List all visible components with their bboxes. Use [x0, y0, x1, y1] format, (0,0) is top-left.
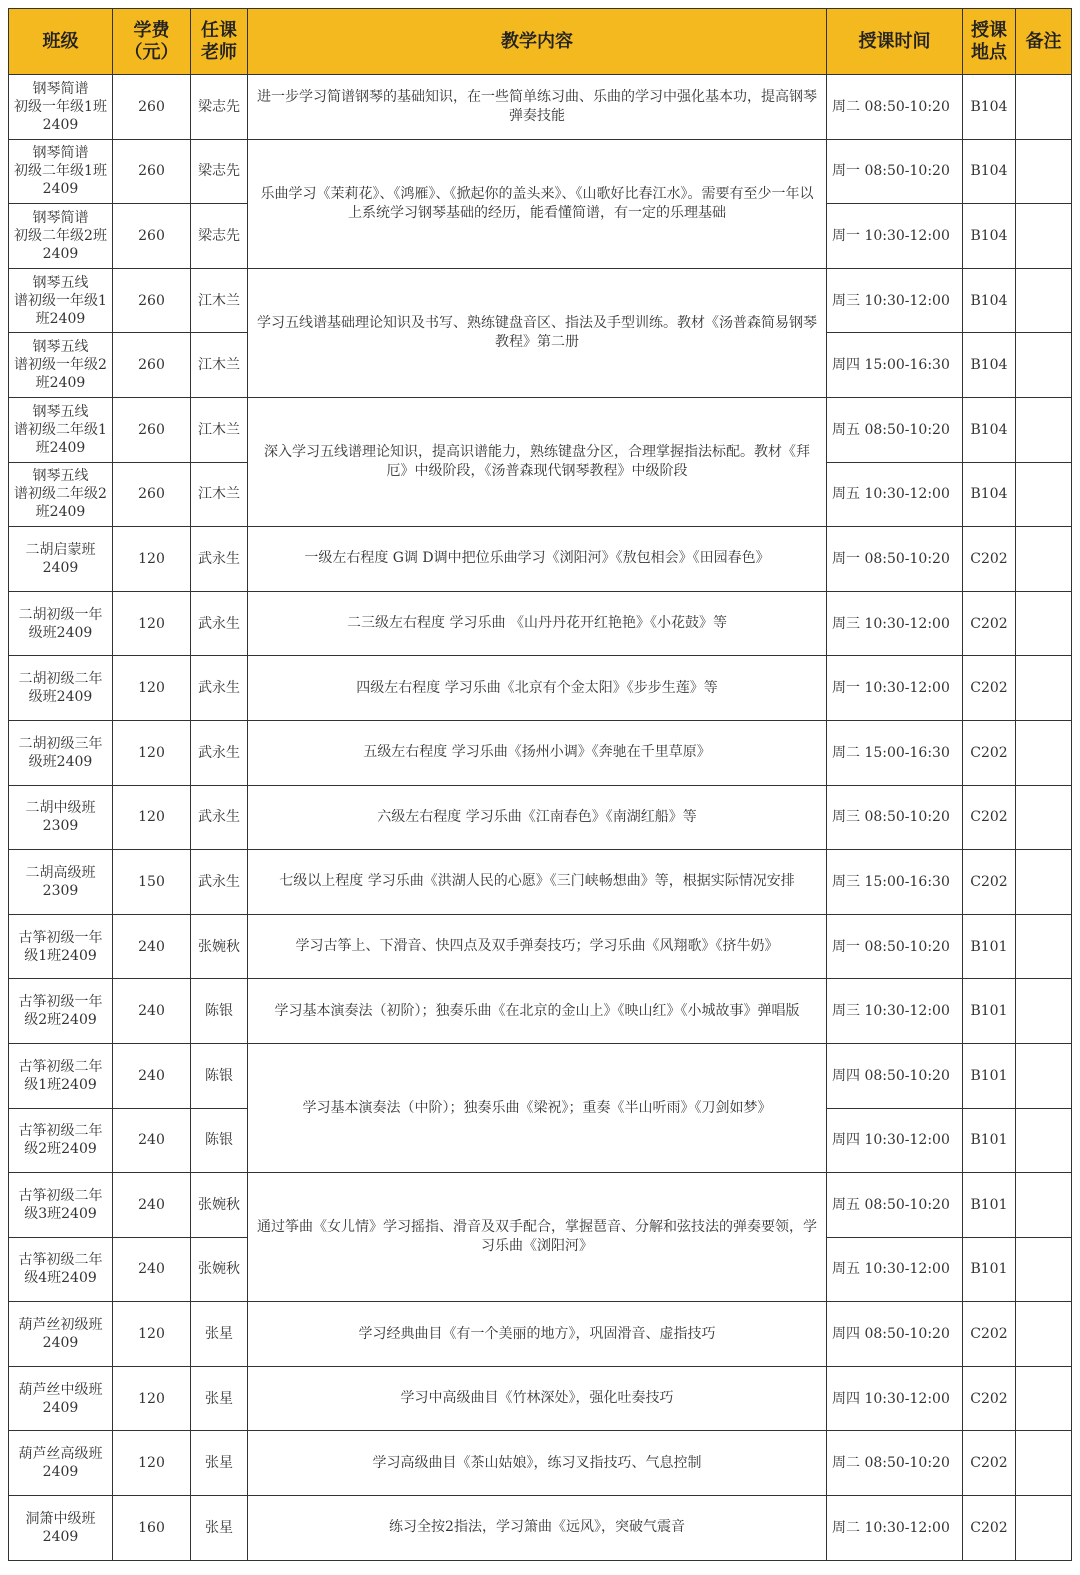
room-cell: B101: [963, 1108, 1016, 1173]
note-cell: [1016, 1496, 1072, 1561]
note-cell: [1016, 462, 1072, 527]
table-body: [9, 75, 1072, 1561]
header-room-line: 地点: [971, 41, 1007, 63]
fee-cell: 240: [113, 1108, 191, 1173]
class-name-line: 二胡初级一年: [18, 606, 103, 623]
class-name-line: 钢琴简谱: [32, 80, 89, 97]
fee-cell: 260: [113, 204, 191, 269]
fee-cell: 260: [113, 139, 191, 204]
note-cell: [1016, 75, 1072, 140]
header-row: [9, 9, 1072, 75]
class-name-line: 洞箫中级班: [25, 1510, 96, 1527]
fee-cell: 120: [113, 591, 191, 656]
time-cell: 周一 08:50-10:20: [827, 139, 963, 204]
header-note: 备注: [1016, 9, 1072, 75]
table-row: [9, 1043, 1072, 1108]
header-class: 班级: [9, 9, 113, 75]
class-name-line: 古筝初级一年: [18, 929, 103, 946]
time-cell: 周五 10:30-12:00: [827, 1237, 963, 1302]
time-cell: 周五 08:50-10:20: [827, 397, 963, 462]
class-name-line: 古筝初级二年: [18, 1123, 103, 1140]
header-teacher-line: 任课: [201, 19, 237, 41]
note-cell: [1016, 1237, 1072, 1302]
note-cell: [1016, 720, 1072, 785]
table-row: [9, 720, 1072, 785]
class-name-line: 级班2409: [28, 753, 93, 770]
class-name-line: 2409: [42, 1399, 79, 1416]
fee-cell: 260: [113, 397, 191, 462]
class-name-cell: [9, 720, 113, 785]
fee-cell: 240: [113, 979, 191, 1044]
time-cell: 周二 08:50-10:20: [827, 75, 963, 140]
room-cell: C202: [963, 1431, 1016, 1496]
fee-cell: 120: [113, 785, 191, 850]
class-name-line: 级班2409: [28, 624, 93, 641]
class-name-line: 谱初级一年级1: [14, 292, 107, 309]
class-name-cell: [9, 914, 113, 979]
time-cell: 周五 10:30-12:00: [827, 462, 963, 527]
fee-cell: 150: [113, 850, 191, 915]
class-name-cell: [9, 397, 113, 462]
room-cell: C202: [963, 720, 1016, 785]
table-row: [9, 268, 1072, 333]
class-name-line: 班2409: [35, 375, 86, 392]
room-cell: C202: [963, 785, 1016, 850]
table-row: [9, 1173, 1072, 1238]
teacher-cell: 武永生: [191, 785, 248, 850]
teacher-cell: 张星: [191, 1302, 248, 1367]
time-cell: 周一 08:50-10:20: [827, 914, 963, 979]
room-cell: B101: [963, 914, 1016, 979]
class-name-line: 2309: [42, 818, 79, 835]
class-name-line: 班2409: [35, 504, 86, 521]
fee-cell: 260: [113, 462, 191, 527]
class-name-line: 级班2409: [28, 689, 93, 706]
time-cell: 周二 10:30-12:00: [827, 1496, 963, 1561]
class-name-line: 谱初级二年级2: [14, 486, 107, 503]
content-cell: 练习全按2指法，学习箫曲《远风》，突破气震音: [248, 1496, 827, 1561]
time-cell: 周三 15:00-16:30: [827, 850, 963, 915]
teacher-cell: 张星: [191, 1431, 248, 1496]
table-row: [9, 1366, 1072, 1431]
teacher-cell: 张星: [191, 1366, 248, 1431]
class-name-line: 班2409: [35, 310, 86, 327]
content-cell: 六级左右程度 学习乐曲《江南春色》《南湖红船》等: [248, 785, 827, 850]
class-name-line: 葫芦丝高级班: [18, 1446, 103, 1463]
room-cell: C202: [963, 1496, 1016, 1561]
class-name-line: 古筝初级二年: [18, 1252, 103, 1269]
class-name-cell: [9, 785, 113, 850]
fee-cell: 240: [113, 1173, 191, 1238]
teacher-cell: 梁志先: [191, 204, 248, 269]
class-name-cell: [9, 1173, 113, 1238]
note-cell: [1016, 1431, 1072, 1496]
content-cell: 通过筝曲《女儿情》学习摇指、滑音及双手配合，掌握琶音、分解和弦技法的弹奏要领，学习乐曲《浏阳河》: [248, 1173, 827, 1302]
content-cell: 学习五线谱基础理论知识及书写、熟练键盘音区、指法及手型训练。教材《汤普森简易钢琴教程》第二册: [248, 268, 827, 397]
class-name-line: 级3班2409: [24, 1205, 97, 1222]
room-cell: C202: [963, 656, 1016, 721]
content-cell: 深入学习五线谱理论知识，提高识谱能力，熟练键盘分区，合理掌握指法标配。教材《拜厄》中级阶段，《汤普森现代钢琴教程》中级阶段: [248, 397, 827, 526]
class-name-line: 初级二年级1班: [14, 163, 107, 180]
table-row: [9, 850, 1072, 915]
content-cell: 进一步学习简谱钢琴的基础知识，在一些简单练习曲、乐曲的学习中强化基本功，提高钢琴弹奏技能: [248, 75, 827, 140]
room-cell: B104: [963, 75, 1016, 140]
class-name-cell: [9, 656, 113, 721]
time-cell: 周一 10:30-12:00: [827, 656, 963, 721]
class-name-cell: [9, 139, 113, 204]
teacher-cell: 陈银: [191, 979, 248, 1044]
class-name-line: 级1班2409: [24, 1076, 97, 1093]
teacher-cell: 张婉秋: [191, 1173, 248, 1238]
class-name-cell: [9, 1431, 113, 1496]
class-name-cell: [9, 591, 113, 656]
class-name-line: 二胡启蒙班: [25, 541, 96, 558]
class-name-line: 二胡高级班: [25, 864, 96, 881]
note-cell: [1016, 850, 1072, 915]
content-cell: 二三级左右程度 学习乐曲 《山丹丹花开红艳艳》《小花鼓》等: [248, 591, 827, 656]
class-name-cell: [9, 1366, 113, 1431]
room-cell: B104: [963, 204, 1016, 269]
time-cell: 周二 08:50-10:20: [827, 1431, 963, 1496]
content-cell: 学习古筝上、下滑音、快四点及双手弹奏技巧；学习乐曲《风翔歌》《挤牛奶》: [248, 914, 827, 979]
class-name-line: 级1班2409: [24, 947, 97, 964]
class-name-line: 级4班2409: [24, 1270, 97, 1287]
content-cell: 七级以上程度 学习乐曲《洪湖人民的心愿》《三门峡畅想曲》等，根据实际情况安排: [248, 850, 827, 915]
table-row: [9, 785, 1072, 850]
time-cell: 周四 08:50-10:20: [827, 1043, 963, 1108]
content-cell: 学习中高级曲目《竹林深处》，强化吐奏技巧: [248, 1366, 827, 1431]
course-table: [8, 8, 1072, 1561]
class-name-line: 2309: [42, 882, 79, 899]
class-name-line: 2409: [42, 1335, 79, 1352]
table-row: [9, 1302, 1072, 1367]
room-cell: C202: [963, 527, 1016, 592]
class-name-line: 初级二年级2班: [14, 227, 107, 244]
note-cell: [1016, 1366, 1072, 1431]
teacher-cell: 武永生: [191, 527, 248, 592]
room-cell: C202: [963, 1366, 1016, 1431]
class-name-line: 2409: [42, 181, 79, 198]
class-name-line: 钢琴简谱: [32, 145, 89, 162]
header-fee-unit: （元）: [124, 41, 179, 63]
class-name-line: 谱初级二年级1: [14, 421, 107, 438]
note-cell: [1016, 979, 1072, 1044]
room-cell: B101: [963, 1237, 1016, 1302]
header-content: 教学内容: [248, 9, 827, 75]
fee-cell: 260: [113, 75, 191, 140]
header-teacher-line: 老师: [201, 41, 237, 63]
content-cell: 五级左右程度 学习乐曲《扬州小调》《奔驰在千里草原》: [248, 720, 827, 785]
fee-cell: 260: [113, 268, 191, 333]
teacher-cell: 江木兰: [191, 462, 248, 527]
class-name-cell: [9, 850, 113, 915]
time-cell: 周一 10:30-12:00: [827, 204, 963, 269]
table-row: [9, 527, 1072, 592]
content-cell: 乐曲学习《茉莉花》、《鸿雁》、《掀起你的盖头来》、《山歌好比春江水》。需要有至少一年以上系统学习钢琴基础的经历，能看懂简谱，有一定的乐理基础: [248, 139, 827, 268]
header-room-line: 授课: [971, 19, 1007, 41]
note-cell: [1016, 204, 1072, 269]
class-name-line: 古筝初级二年: [18, 1187, 103, 1204]
table-row: [9, 75, 1072, 140]
fee-cell: 240: [113, 1237, 191, 1302]
table-row: [9, 1496, 1072, 1561]
teacher-cell: 张婉秋: [191, 1237, 248, 1302]
class-name-cell: [9, 1108, 113, 1173]
time-cell: 周四 08:50-10:20: [827, 1302, 963, 1367]
table-row: [9, 1431, 1072, 1496]
class-name-line: 葫芦丝初级班: [18, 1317, 103, 1334]
teacher-cell: 陈银: [191, 1108, 248, 1173]
class-name-cell: [9, 462, 113, 527]
time-cell: 周三 10:30-12:00: [827, 979, 963, 1044]
room-cell: C202: [963, 591, 1016, 656]
class-name-line: 钢琴简谱: [32, 209, 89, 226]
fee-cell: 240: [113, 1043, 191, 1108]
class-name-cell: [9, 268, 113, 333]
table-row: [9, 397, 1072, 462]
time-cell: 周四 10:30-12:00: [827, 1366, 963, 1431]
fee-cell: 120: [113, 1366, 191, 1431]
class-name-line: 古筝初级二年: [18, 1058, 103, 1075]
note-cell: [1016, 591, 1072, 656]
time-cell: 周四 10:30-12:00: [827, 1108, 963, 1173]
teacher-cell: 梁志先: [191, 75, 248, 140]
header-fee: [113, 9, 191, 75]
class-name-line: 钢琴五线: [32, 468, 89, 485]
table-row: [9, 979, 1072, 1044]
note-cell: [1016, 333, 1072, 398]
time-cell: 周二 15:00-16:30: [827, 720, 963, 785]
class-name-line: 2409: [42, 116, 79, 133]
class-name-line: 钢琴五线: [32, 339, 89, 356]
class-name-line: 初级一年级1班: [14, 98, 107, 115]
room-cell: B104: [963, 268, 1016, 333]
content-cell: 四级左右程度 学习乐曲《北京有个金太阳》《步步生莲》等: [248, 656, 827, 721]
class-name-line: 2409: [42, 245, 79, 262]
fee-cell: 260: [113, 333, 191, 398]
table-header: [9, 9, 1072, 75]
header-teacher: [191, 9, 248, 75]
header-time: 授课时间: [827, 9, 963, 75]
note-cell: [1016, 785, 1072, 850]
table-row: [9, 591, 1072, 656]
class-name-cell: [9, 1302, 113, 1367]
note-cell: [1016, 268, 1072, 333]
room-cell: B101: [963, 1173, 1016, 1238]
class-name-line: 古筝初级一年: [18, 994, 103, 1011]
note-cell: [1016, 1108, 1072, 1173]
class-name-line: 2409: [42, 1528, 79, 1545]
room-cell: C202: [963, 850, 1016, 915]
room-cell: B101: [963, 1043, 1016, 1108]
content-cell: 学习高级曲目《茶山姑娘》，练习叉指技巧、气息控制: [248, 1431, 827, 1496]
teacher-cell: 张星: [191, 1496, 248, 1561]
class-name-cell: [9, 1496, 113, 1561]
note-cell: [1016, 1173, 1072, 1238]
teacher-cell: 武永生: [191, 850, 248, 915]
room-cell: C202: [963, 1302, 1016, 1367]
note-cell: [1016, 656, 1072, 721]
room-cell: B104: [963, 139, 1016, 204]
class-name-cell: [9, 75, 113, 140]
class-name-cell: [9, 1237, 113, 1302]
class-name-line: 二胡初级三年: [18, 735, 103, 752]
time-cell: 周三 10:30-12:00: [827, 268, 963, 333]
teacher-cell: 江木兰: [191, 333, 248, 398]
time-cell: 周五 08:50-10:20: [827, 1173, 963, 1238]
table-row: [9, 656, 1072, 721]
room-cell: B104: [963, 333, 1016, 398]
class-name-cell: [9, 979, 113, 1044]
header-fee-line: 学费: [133, 19, 170, 41]
header-room: [963, 9, 1016, 75]
room-cell: B104: [963, 462, 1016, 527]
note-cell: [1016, 1302, 1072, 1367]
note-cell: [1016, 1043, 1072, 1108]
class-name-cell: [9, 527, 113, 592]
content-cell: 学习经典曲目《有一个美丽的地方》，巩固滑音、虚指技巧: [248, 1302, 827, 1367]
class-name-cell: [9, 1043, 113, 1108]
fee-cell: 240: [113, 914, 191, 979]
teacher-cell: 武永生: [191, 656, 248, 721]
time-cell: 周四 15:00-16:30: [827, 333, 963, 398]
room-cell: B101: [963, 979, 1016, 1044]
fee-cell: 120: [113, 720, 191, 785]
time-cell: 周三 10:30-12:00: [827, 591, 963, 656]
class-name-line: 级2班2409: [24, 1141, 97, 1158]
content-cell: 学习基本演奏法（初阶）；独奏乐曲《在北京的金山上》《映山红》《小城故事》弹唱版: [248, 979, 827, 1044]
note-cell: [1016, 527, 1072, 592]
time-cell: 周三 08:50-10:20: [827, 785, 963, 850]
note-cell: [1016, 914, 1072, 979]
teacher-cell: 武永生: [191, 591, 248, 656]
table-row: [9, 139, 1072, 204]
class-name-line: 钢琴五线: [32, 274, 89, 291]
teacher-cell: 江木兰: [191, 397, 248, 462]
class-name-cell: [9, 333, 113, 398]
class-name-line: 2409: [42, 1464, 79, 1481]
content-cell: 学习基本演奏法（中阶）；独奏乐曲《梁祝》；重奏《半山听雨》《刀剑如梦》: [248, 1043, 827, 1172]
class-name-line: 班2409: [35, 439, 86, 456]
teacher-cell: 武永生: [191, 720, 248, 785]
class-name-line: 二胡中级班: [25, 800, 96, 817]
teacher-cell: 张婉秋: [191, 914, 248, 979]
class-name-line: 2409: [42, 559, 79, 576]
content-cell: 一级左右程度 G调 D调中把位乐曲学习《浏阳河》《敖包相会》《田园春色》: [248, 527, 827, 592]
class-name-line: 级2班2409: [24, 1012, 97, 1029]
teacher-cell: 陈银: [191, 1043, 248, 1108]
fee-cell: 120: [113, 1302, 191, 1367]
time-cell: 周一 08:50-10:20: [827, 527, 963, 592]
fee-cell: 120: [113, 656, 191, 721]
teacher-cell: 梁志先: [191, 139, 248, 204]
class-name-line: 二胡初级二年: [18, 671, 103, 688]
fee-cell: 120: [113, 1431, 191, 1496]
course-schedule: [8, 8, 1072, 1561]
class-name-line: 葫芦丝中级班: [18, 1381, 103, 1398]
note-cell: [1016, 139, 1072, 204]
table-row: [9, 914, 1072, 979]
class-name-line: 谱初级一年级2: [14, 357, 107, 374]
class-name-line: 钢琴五线: [32, 403, 89, 420]
note-cell: [1016, 397, 1072, 462]
room-cell: B104: [963, 397, 1016, 462]
class-name-cell: [9, 204, 113, 269]
teacher-cell: 江木兰: [191, 268, 248, 333]
fee-cell: 120: [113, 527, 191, 592]
fee-cell: 160: [113, 1496, 191, 1561]
